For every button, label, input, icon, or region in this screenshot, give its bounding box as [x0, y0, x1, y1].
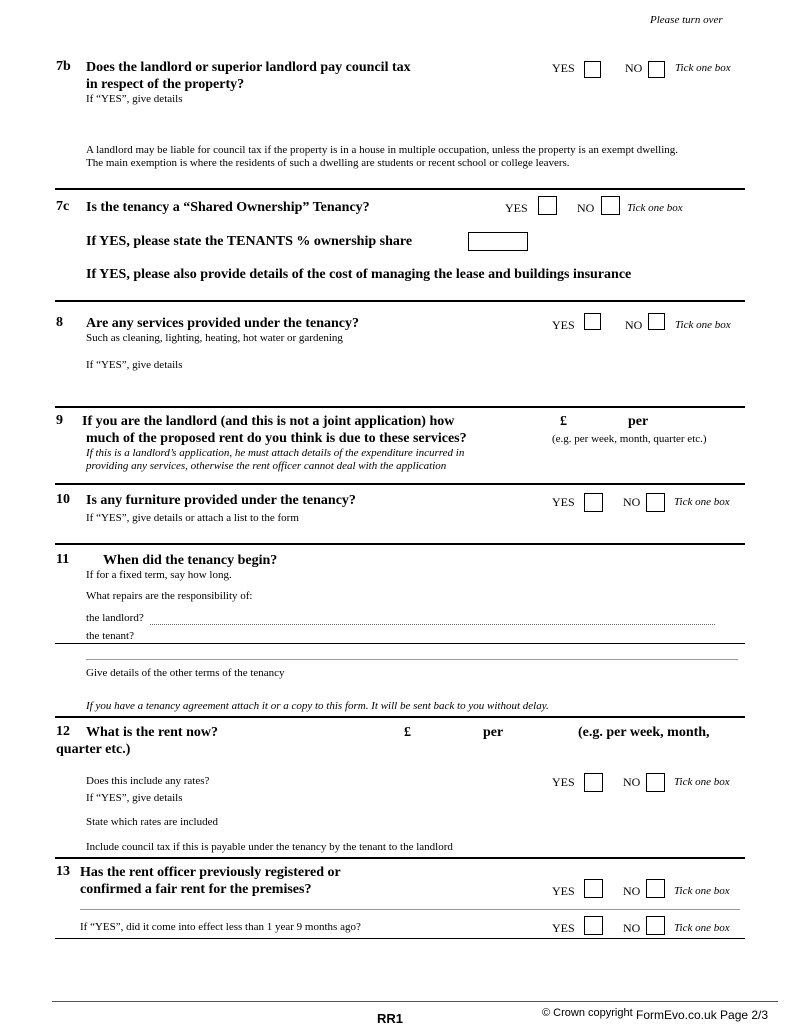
q7c-no-label: NO	[577, 201, 595, 215]
q7c-share-input[interactable]	[468, 232, 528, 251]
q8-tick-hint: Tick one box	[675, 319, 731, 331]
section-divider	[55, 938, 745, 939]
q10-number: 10	[56, 492, 70, 507]
section-divider	[55, 406, 745, 408]
q13-sub-yes-label: YES	[552, 921, 575, 935]
q12-no-checkbox[interactable]	[646, 773, 665, 792]
q12-yes-label: YES	[552, 775, 575, 789]
q8-number: 8	[56, 315, 63, 330]
q7b-no-label: NO	[625, 61, 643, 75]
q11-landlord-label: the landlord?	[86, 612, 144, 624]
q10-subtext: If “YES”, give details or attach a list to the form	[86, 512, 299, 524]
q7b-question-line2: in respect of the property?	[86, 77, 245, 92]
q12-no-label: NO	[623, 775, 641, 789]
copyright: © Crown copyright	[542, 1007, 633, 1019]
q8-question: Are any services provided under the tenancy?	[86, 316, 359, 331]
q12-example: (e.g. per week, month,	[578, 725, 710, 740]
q13-no-label: NO	[623, 884, 641, 898]
section-divider	[55, 716, 745, 718]
q12-question: What is the rent now?	[86, 725, 218, 740]
q13-sub-no-label: NO	[623, 921, 641, 935]
q10-yes-label: YES	[552, 495, 575, 509]
q11-blank-line[interactable]	[86, 659, 738, 660]
q10-tick-hint: Tick one box	[674, 496, 730, 508]
q12-pound-sign: £	[404, 725, 411, 740]
q7c-tick-hint: Tick one box	[627, 202, 683, 214]
section-divider	[55, 300, 745, 302]
q12-per-label: per	[483, 725, 504, 740]
q9-example: (e.g. per week, month, quarter etc.)	[552, 433, 707, 445]
q13-sub-no-checkbox[interactable]	[646, 916, 665, 935]
section-divider	[55, 483, 745, 485]
q7c-share-label: If YES, please state the TENANTS % ownership share	[86, 234, 413, 249]
q9-number: 9	[56, 413, 63, 428]
q11-number: 11	[56, 552, 70, 567]
q12-number: 12	[56, 724, 70, 739]
q12-details: If “YES”, give details	[86, 792, 183, 804]
section-divider	[55, 543, 745, 545]
q8-details: If “YES”, give details	[86, 359, 183, 371]
q10-question: Is any furniture provided under the tenancy?	[86, 493, 356, 508]
q13-number: 13	[56, 864, 70, 879]
q7b-info-line1: A landlord may be liable for council tax if the property is in a house in multiple occupation, unless the property is an exempt dwelling.	[86, 144, 679, 156]
q13-sub-yes-checkbox[interactable]	[584, 916, 603, 935]
section-divider	[55, 188, 745, 190]
q12-example-line2: quarter etc.)	[56, 742, 131, 757]
q13-question-line1: Has the rent officer previously registered or	[80, 865, 341, 880]
q13-yes-checkbox[interactable]	[584, 879, 603, 898]
q9-note-line1: If this is a landlord’s application, he must attach details of the expenditure incurred in	[86, 447, 465, 459]
q13-subquestion: If “YES”, did it come into effect less than 1 year 9 months ago?	[80, 921, 361, 933]
q13-tick-hint: Tick one box	[674, 885, 730, 897]
q9-per-label: per	[628, 414, 649, 429]
q11-fixed-term: If for a fixed term, say how long.	[86, 569, 232, 581]
q10-no-checkbox[interactable]	[646, 493, 665, 512]
q8-no-label: NO	[625, 318, 643, 332]
q12-council-tax: Include council tax if this is payable under the tenancy by the tenant to the landlord	[86, 841, 453, 853]
q7b-no-checkbox[interactable]	[648, 61, 665, 78]
form-code: RR1	[377, 1011, 404, 1026]
q7c-cost-label: If YES, please also provide details of the cost of managing the lease and buildings insurance	[86, 267, 632, 282]
q11-landlord-line[interactable]	[150, 624, 715, 625]
q12-rates: Does this include any rates?	[86, 775, 210, 787]
q10-yes-checkbox[interactable]	[584, 493, 603, 512]
q7c-yes-label: YES	[505, 201, 528, 215]
q11-tenant-label: the tenant?	[86, 630, 134, 642]
q7b-yes-checkbox[interactable]	[584, 61, 601, 78]
q8-yes-checkbox[interactable]	[584, 313, 601, 330]
q11-repairs: What repairs are the responsibility of:	[86, 590, 253, 602]
q10-no-label: NO	[623, 495, 641, 509]
q7c-no-checkbox[interactable]	[601, 196, 620, 215]
q11-divider	[55, 643, 745, 644]
q9-pound-sign: £	[560, 414, 567, 429]
q9-question-line1: If you are the landlord (and this is not a joint application) how	[82, 414, 455, 429]
q13-question-line2: confirmed a fair rent for the premises?	[80, 882, 312, 897]
turn-over-note: Please turn over	[650, 14, 723, 26]
q7c-question: Is the tenancy a “Shared Ownership” Tenancy?	[86, 200, 370, 215]
q13-yes-label: YES	[552, 884, 575, 898]
q7b-info-line2: The main exemption is where the residents of such a dwelling are students or recent school or college leavers.	[86, 157, 570, 169]
q13-divider	[80, 909, 740, 910]
q12-yes-checkbox[interactable]	[584, 773, 603, 792]
q9-note-line2: providing any services, otherwise the rent officer cannot deal with the application	[86, 460, 447, 472]
q7b-tick-hint: Tick one box	[675, 62, 731, 74]
q8-subtext: Such as cleaning, lighting, heating, hot water or gardening	[86, 332, 343, 344]
q7b-number: 7b	[56, 59, 71, 74]
section-divider	[55, 857, 745, 859]
q7b-question-line1: Does the landlord or superior landlord pay council tax	[86, 60, 411, 75]
q7b-yes-label: YES	[552, 61, 575, 75]
q12-which-rates: State which rates are included	[86, 816, 218, 828]
page-number: FormEvo.co.uk Page 2/3	[636, 1008, 769, 1022]
q9-question-line2: much of the proposed rent do you think is due to these services?	[86, 431, 467, 446]
q13-sub-tick-hint: Tick one box	[674, 922, 730, 934]
q8-no-checkbox[interactable]	[648, 313, 665, 330]
q13-no-checkbox[interactable]	[646, 879, 665, 898]
q7c-number: 7c	[56, 199, 70, 214]
q7c-yes-checkbox[interactable]	[538, 196, 557, 215]
q11-question: When did the tenancy begin?	[103, 553, 278, 568]
q12-tick-hint: Tick one box	[674, 776, 730, 788]
q11-other-terms: Give details of the other terms of the tenancy	[86, 667, 285, 679]
footer-rule	[52, 1001, 778, 1002]
q7b-subtext: If “YES”, give details	[86, 93, 183, 105]
q8-yes-label: YES	[552, 318, 575, 332]
q11-agreement-note: If you have a tenancy agreement attach it or a copy to this form. It will be sent back to you without delay.	[86, 700, 549, 712]
